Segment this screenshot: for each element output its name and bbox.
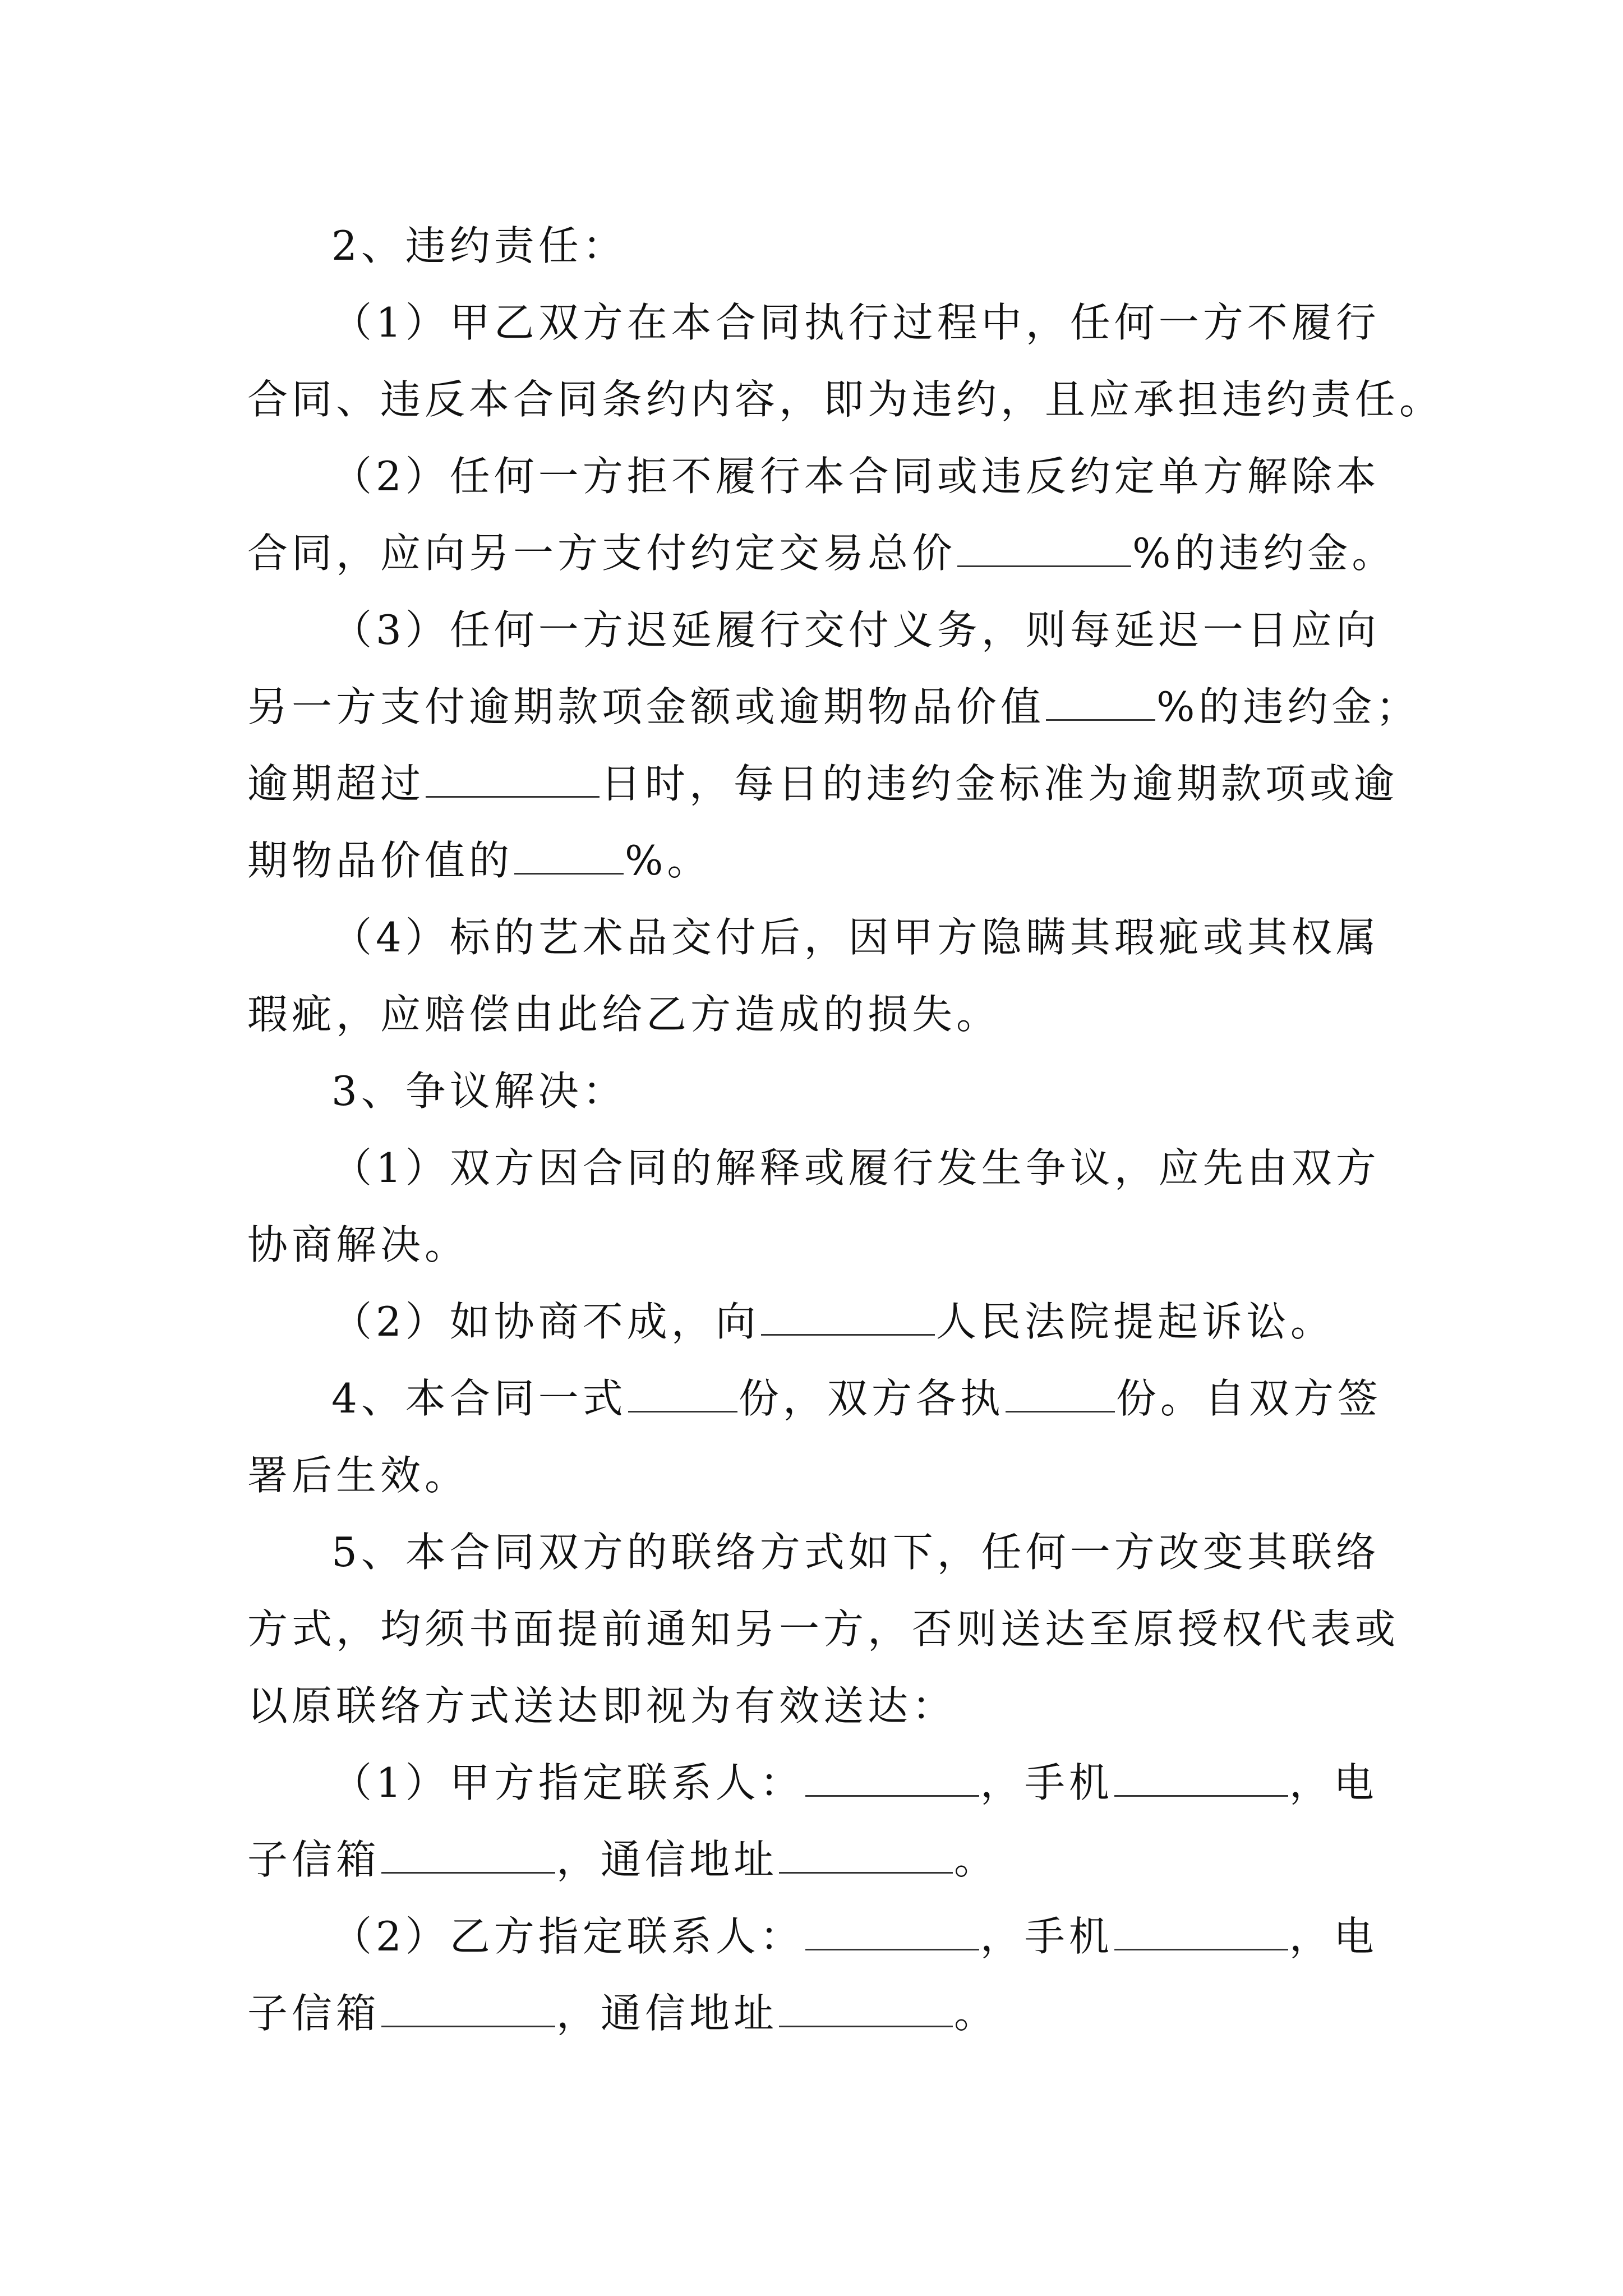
- text: ，电: [1289, 1913, 1378, 1960]
- text: （2）乙方指定联系人：: [331, 1913, 804, 1960]
- blank-field-total-price-percent[interactable]: [957, 532, 1131, 567]
- text: %。: [625, 837, 712, 884]
- text: （2）如协商不成，向: [331, 1298, 760, 1345]
- heading-text: 3、争议解决：: [331, 1068, 627, 1115]
- blank-field-copies-total[interactable]: [628, 1377, 737, 1412]
- text: 5、本合同双方的联络方式如下，任何一方改变其联络: [331, 1529, 1380, 1576]
- blank-field-party-b-phone[interactable]: [1114, 1915, 1288, 1950]
- paragraph-line: [247, 822, 1391, 899]
- paragraph-line: [247, 361, 1444, 438]
- blank-field-overdue-days[interactable]: [426, 762, 600, 798]
- blank-field-court[interactable]: [761, 1300, 935, 1336]
- paragraph-line: [247, 515, 1396, 592]
- text: ，通信地址: [556, 1990, 778, 2037]
- section-heading-dispute: [247, 1053, 1391, 1130]
- paragraph-line: [247, 1437, 1391, 1514]
- text: 子信箱: [247, 1836, 381, 1883]
- section-heading-breach: [247, 208, 1391, 284]
- paragraph-line: [247, 1283, 1391, 1360]
- text: 合同、违反本合同条约内容，即为违约，且应承担违约责任。: [247, 376, 1444, 423]
- text: （3）任何一方迟延履行交付义务，则每延迟一日应向: [331, 606, 1380, 654]
- paragraph-line: [247, 1898, 1391, 1975]
- text: 。: [954, 1836, 999, 1883]
- text: 逾期超过: [247, 760, 425, 807]
- blank-field-overdue-percent[interactable]: [1046, 685, 1155, 721]
- text: 期物品价值的: [247, 837, 514, 884]
- text: %的违约金；: [1156, 683, 1421, 730]
- blank-field-copies-each[interactable]: [1006, 1377, 1115, 1412]
- text: ，手机: [980, 1913, 1113, 1960]
- text: 人民法院提起诉讼。: [935, 1298, 1335, 1345]
- paragraph-line: [247, 1360, 1391, 1437]
- text: （1）双方因合同的解释或履行发生争议，应先由双方: [331, 1144, 1380, 1191]
- text: 份，双方各执: [738, 1375, 1004, 1422]
- blank-field-party-a-address[interactable]: [779, 1838, 953, 1874]
- text: 另一方支付逾期款项金额或逾期物品价值: [247, 683, 1045, 730]
- paragraph-line: [247, 669, 1421, 746]
- text: 合同，应向另一方支付约定交易总价: [247, 530, 957, 577]
- text: ，通信地址: [556, 1836, 778, 1883]
- blank-field-party-b-email[interactable]: [381, 1992, 555, 2027]
- text: 方式，均须书面提前通知另一方，否则送达至原授权代表或: [247, 1605, 1400, 1653]
- paragraph-line: [247, 592, 1391, 669]
- heading-text: 2、违约责任：: [331, 222, 627, 269]
- blank-field-party-b-contact[interactable]: [805, 1915, 979, 1950]
- paragraph-line: [247, 1821, 1391, 1898]
- text: （4）标的艺术品交付后，因甲方隐瞒其瑕疵或其权属: [331, 914, 1380, 961]
- blank-field-party-b-address[interactable]: [779, 1992, 953, 2027]
- paragraph-line: [247, 746, 1399, 822]
- blank-field-daily-percent[interactable]: [514, 839, 624, 875]
- text: 瑕疵，应赔偿由此给乙方造成的损失。: [247, 991, 1001, 1038]
- paragraph-line: [247, 1207, 1391, 1283]
- text: %的违约金。: [1132, 530, 1396, 577]
- text: ，电: [1289, 1759, 1378, 1806]
- text: 日时，每日的违约金标准为逾期款项或逾: [601, 760, 1399, 807]
- paragraph-line: [247, 1591, 1400, 1668]
- paragraph-line: [247, 1668, 1391, 1745]
- text: 署后生效。: [247, 1452, 469, 1499]
- paragraph-line: [247, 1130, 1391, 1207]
- text: 份。自双方签: [1115, 1375, 1382, 1422]
- blank-field-party-a-email[interactable]: [381, 1838, 555, 1874]
- text: （1）甲乙双方在本合同执行过程中，任何一方不履行: [331, 299, 1380, 346]
- paragraph-line: [247, 1514, 1391, 1591]
- blank-field-party-a-phone[interactable]: [1114, 1761, 1288, 1797]
- text: 子信箱: [247, 1990, 381, 2037]
- paragraph-line: [247, 976, 1391, 1053]
- paragraph-line: [247, 899, 1391, 976]
- text: ，手机: [980, 1759, 1113, 1806]
- text: 以原联络方式送达即视为有效送达：: [247, 1682, 957, 1729]
- text: 协商解决。: [247, 1221, 469, 1268]
- paragraph-line: [247, 1975, 1391, 2052]
- paragraph-line: [247, 1745, 1391, 1821]
- contract-body: [247, 208, 1444, 2052]
- text: 4、本合同一式: [331, 1375, 627, 1422]
- blank-field-party-a-contact[interactable]: [805, 1761, 979, 1797]
- paragraph-line: [247, 438, 1391, 515]
- paragraph-line: [247, 284, 1391, 361]
- text: 。: [954, 1990, 999, 2037]
- text: （2）任何一方拒不履行本合同或违反约定单方解除本: [331, 453, 1380, 500]
- text: （1）甲方指定联系人：: [331, 1759, 804, 1806]
